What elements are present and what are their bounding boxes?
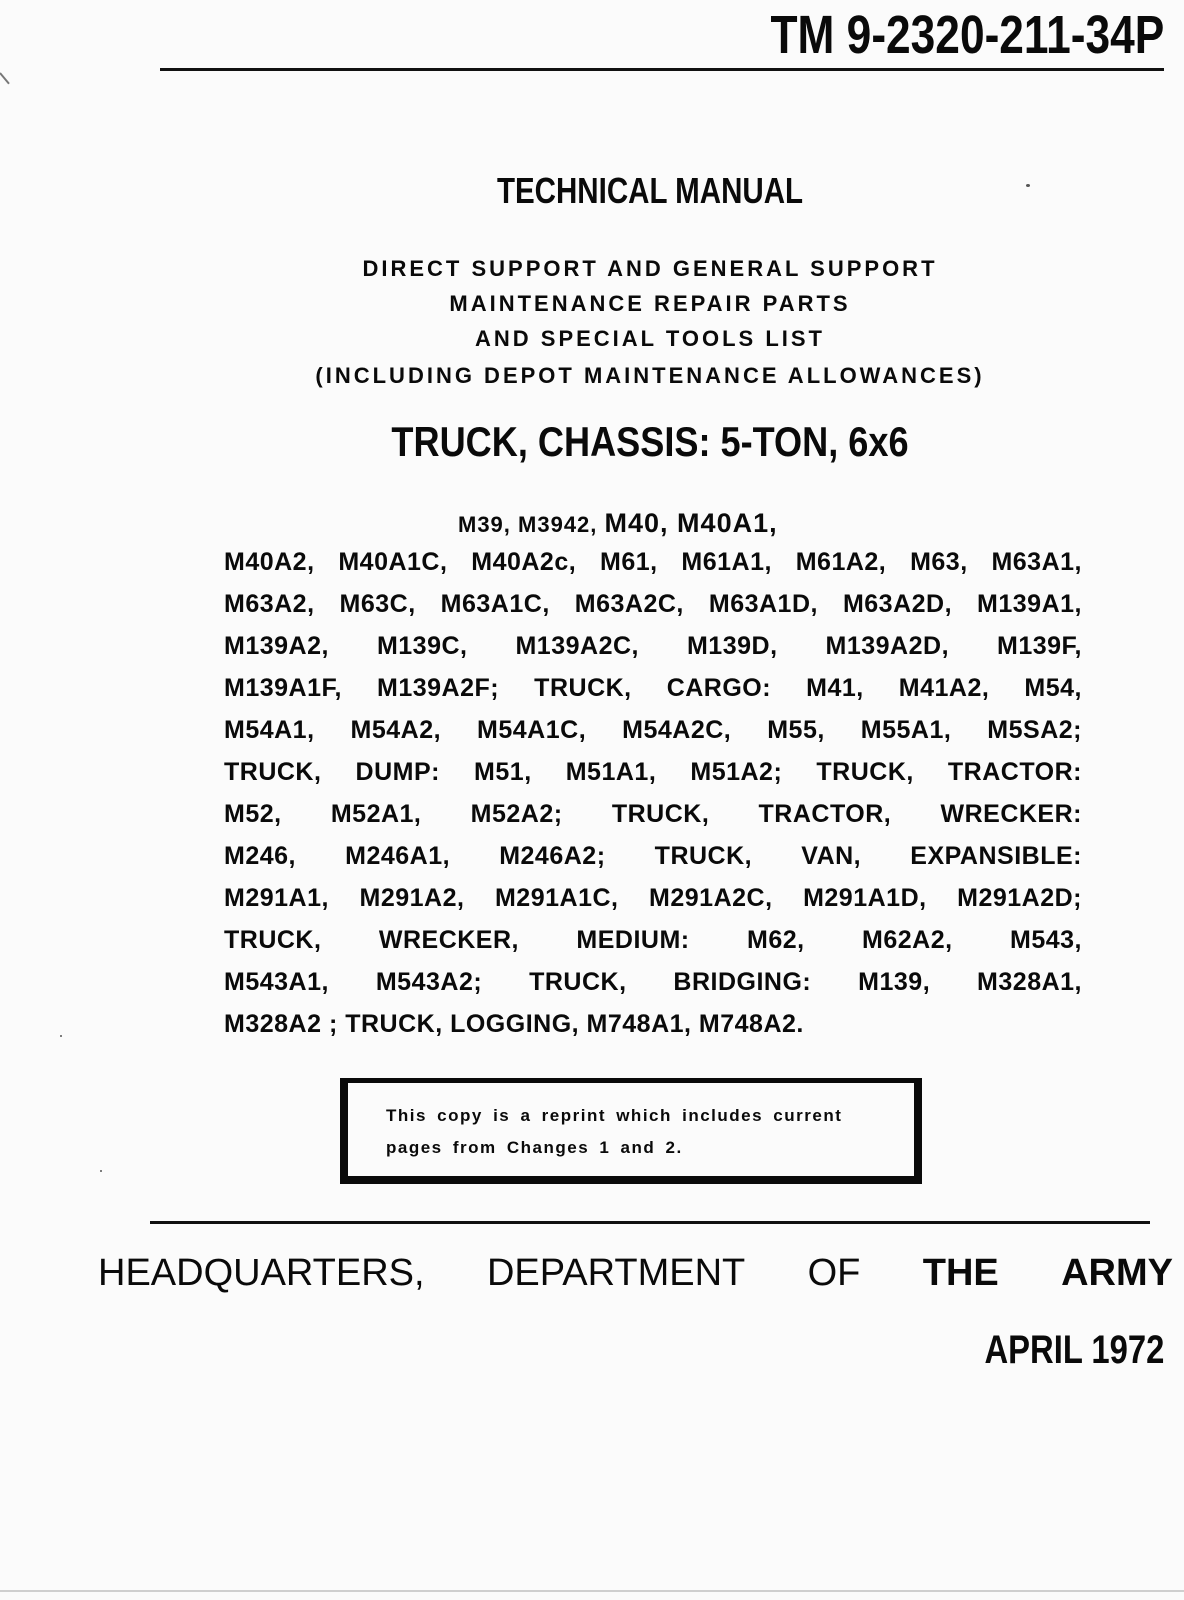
publication-date: APRIL 1972 xyxy=(984,1328,1164,1372)
manual-type-heading: TECHNICAL MANUAL xyxy=(496,170,804,211)
scan-dust xyxy=(100,1170,102,1172)
issuing-authority xyxy=(98,1252,1173,1295)
issuer-word: THE xyxy=(922,1252,999,1294)
issuer-word: OF xyxy=(807,1252,861,1294)
models-first-small: M39, M3942, xyxy=(458,512,598,537)
model-list-line: M54A1, M54A2, M54A1C, M54A2C, M55, M55A1, M5SA2; xyxy=(224,716,1082,744)
model-list-line: M40A2, M40A1C, M40A2c, M61, M61A1, M61A2, M63, M63A1, xyxy=(224,548,1082,576)
subtitle-line: DIRECT SUPPORT AND GENERAL SUPPORT xyxy=(362,256,938,281)
subtitle-line: (INCLUDING DEPOT MAINTENANCE ALLOWANCES) xyxy=(315,363,985,388)
model-list-line: M63A2, M63C, M63A1C, M63A2C, M63A1D, M63A2D, M139A1, xyxy=(224,590,1082,618)
page-edge xyxy=(0,1590,1184,1592)
reprint-note-line: pages from Changes 1 and 2. xyxy=(386,1138,683,1157)
document-number: TM 9-2320-211-34P xyxy=(770,5,1164,65)
model-list-line: M139A2, M139C, M139A2C, M139D, M139A2D, M139F, xyxy=(224,632,1082,660)
model-list-line: M246, M246A1, M246A2; TRUCK, VAN, EXPANSIBLE: xyxy=(224,842,1082,870)
models-first-line xyxy=(458,508,778,539)
footer-rule xyxy=(150,1221,1150,1224)
issuer-word: HEADQUARTERS, xyxy=(98,1252,425,1294)
issuer-word: DEPARTMENT xyxy=(486,1252,746,1294)
model-list-line: M328A2 ; TRUCK, LOGGING, M748A1, M748A2. xyxy=(224,1010,804,1038)
model-list-line: TRUCK, DUMP: M51, M51A1, M51A2; TRUCK, TRACTOR: xyxy=(224,758,1082,786)
model-list-line: M52, M52A1, M52A2; TRUCK, TRACTOR, WRECKER: xyxy=(224,800,1082,828)
models-first-large: M40, M40A1, xyxy=(604,508,778,538)
reprint-note-line: This copy is a reprint which includes current xyxy=(386,1106,843,1125)
model-list-line: M139A1F, M139A2F; TRUCK, CARGO: M41, M41A2, M54, xyxy=(224,674,1082,702)
model-list-line: M543A1, M543A2; TRUCK, BRIDGING: M139, M328A1, xyxy=(224,968,1082,996)
subtitle-line: MAINTENANCE REPAIR PARTS xyxy=(449,291,851,316)
scan-artifact xyxy=(0,72,10,84)
model-list-line: M291A1, M291A2, M291A1C, M291A2C, M291A1D, M291A2D; xyxy=(224,884,1082,912)
model-list-line: TRUCK, WRECKER, MEDIUM: M62, M62A2, M543, xyxy=(224,926,1082,954)
issuer-word: ARMY xyxy=(1061,1252,1173,1294)
subtitle-line: AND SPECIAL TOOLS LIST xyxy=(475,326,825,351)
reprint-note-box xyxy=(340,1078,922,1184)
main-title: TRUCK, CHASSIS: 5-TON, 6x6 xyxy=(391,418,909,465)
scan-dust xyxy=(60,1035,62,1037)
header-rule xyxy=(160,68,1164,71)
